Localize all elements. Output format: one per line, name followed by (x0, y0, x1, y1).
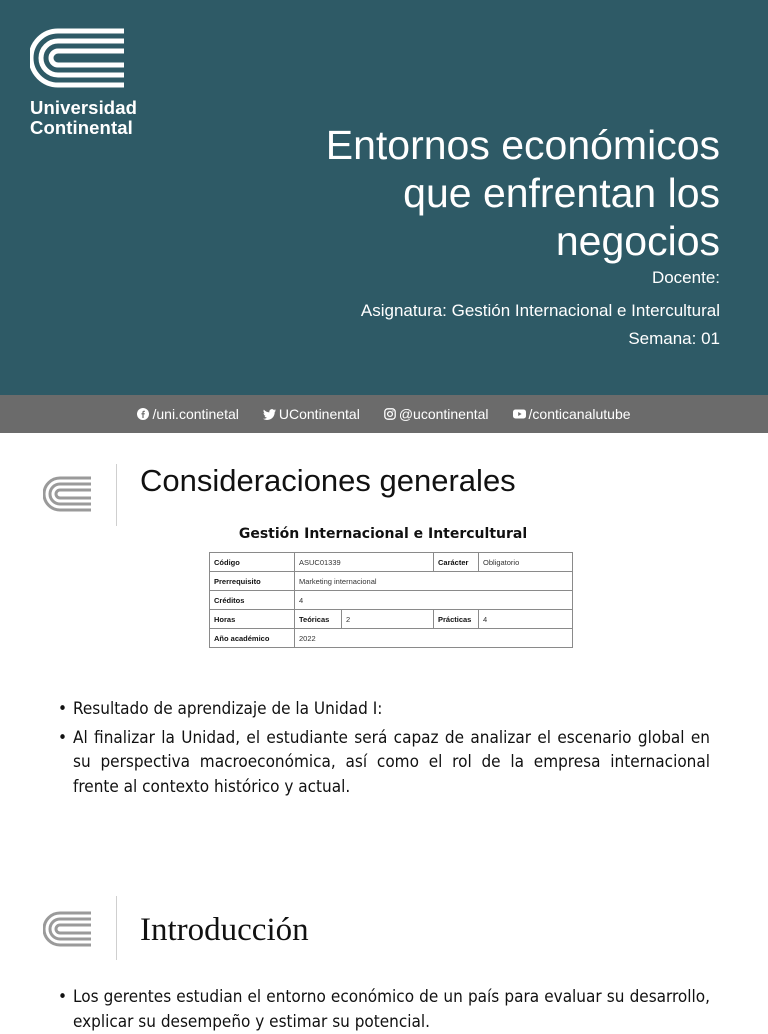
twitter-handle: UContinental (278, 406, 360, 422)
table-label: Teóricas (295, 610, 342, 629)
table-row (210, 610, 573, 629)
continental-logo-icon (30, 28, 126, 88)
table-label: Horas (210, 610, 295, 629)
logo-wordmark (30, 98, 150, 138)
facebook-icon (137, 408, 149, 420)
table-value: 2 (342, 610, 434, 629)
logo-line-2: Continental (30, 117, 133, 138)
slide-logo-mark (43, 476, 91, 517)
table-row (210, 629, 573, 648)
title-divider (116, 896, 117, 960)
university-logo (30, 28, 150, 138)
continental-logo-icon (43, 911, 91, 947)
table-label: Prerrequisito (210, 572, 295, 591)
continental-logo-icon (43, 476, 91, 512)
table-value: 2022 (295, 629, 573, 648)
instagram-handle: @ucontinental (398, 406, 489, 422)
youtube-icon (513, 409, 526, 419)
table-label: Año académico (210, 629, 295, 648)
title-slide (0, 0, 768, 395)
youtube-handle: /conticanalutube (528, 406, 631, 422)
table-value: ASUC01339 (295, 553, 434, 572)
social-facebook[interactable] (137, 406, 238, 422)
list-item: • Al finalizar la Unidad, el estudiante será capaz de analizar el escenario global en su perspectiva macroeconómica, así como el rol de la empresa internacional frente al contexto histórico y actual. (58, 726, 710, 800)
facebook-handle: /uni.continetal (152, 406, 239, 422)
slide-title: Introducción (140, 912, 309, 948)
list-item: • Los gerentes estudian el entorno económico de un país para evaluar su desarrollo, explicar su desempeño y estimar su potencial. (58, 985, 710, 1034)
semana-label: Semana: 01 (628, 329, 720, 348)
table-row (210, 553, 573, 572)
docente-label: Docente: (651, 268, 720, 287)
slide-logo-mark (43, 911, 91, 952)
list-item: • Resultado de aprendizaje de la Unidad I: (58, 697, 710, 722)
presentation-title (200, 121, 720, 265)
social-instagram[interactable] (384, 406, 489, 422)
table-value: 4 (479, 610, 573, 629)
table-value: 4 (295, 591, 573, 610)
table-label: Carácter (434, 553, 479, 572)
table-label: Prácticas (434, 610, 479, 629)
bullet-list (58, 985, 710, 1034)
table-label: Créditos (210, 591, 295, 610)
social-twitter[interactable] (263, 406, 360, 422)
table-row (210, 572, 573, 591)
table-value: Marketing internacional (295, 572, 573, 591)
asignatura-label: Asignatura: Gestión Internacional e Intercultural (360, 301, 720, 320)
logo-line-1: Universidad (30, 97, 137, 118)
table-value: Obligatorio (479, 553, 573, 572)
title-line-2: que enfrentan los (403, 170, 720, 216)
social-bar (0, 395, 768, 433)
slide-title: Consideraciones generales (140, 463, 516, 498)
social-youtube[interactable] (513, 406, 631, 422)
title-line-1: Entornos económicos (325, 122, 720, 168)
table-row (210, 591, 573, 610)
course-info-image (187, 522, 579, 656)
table-label: Código (210, 553, 295, 572)
title-line-3: negocios (555, 218, 720, 264)
course-heading: Gestión Internacional e Intercultural (238, 526, 528, 542)
bullet-list (58, 697, 710, 799)
course-info-table (209, 552, 573, 648)
twitter-icon (263, 409, 276, 420)
instagram-icon (384, 408, 396, 420)
title-divider (116, 464, 117, 526)
